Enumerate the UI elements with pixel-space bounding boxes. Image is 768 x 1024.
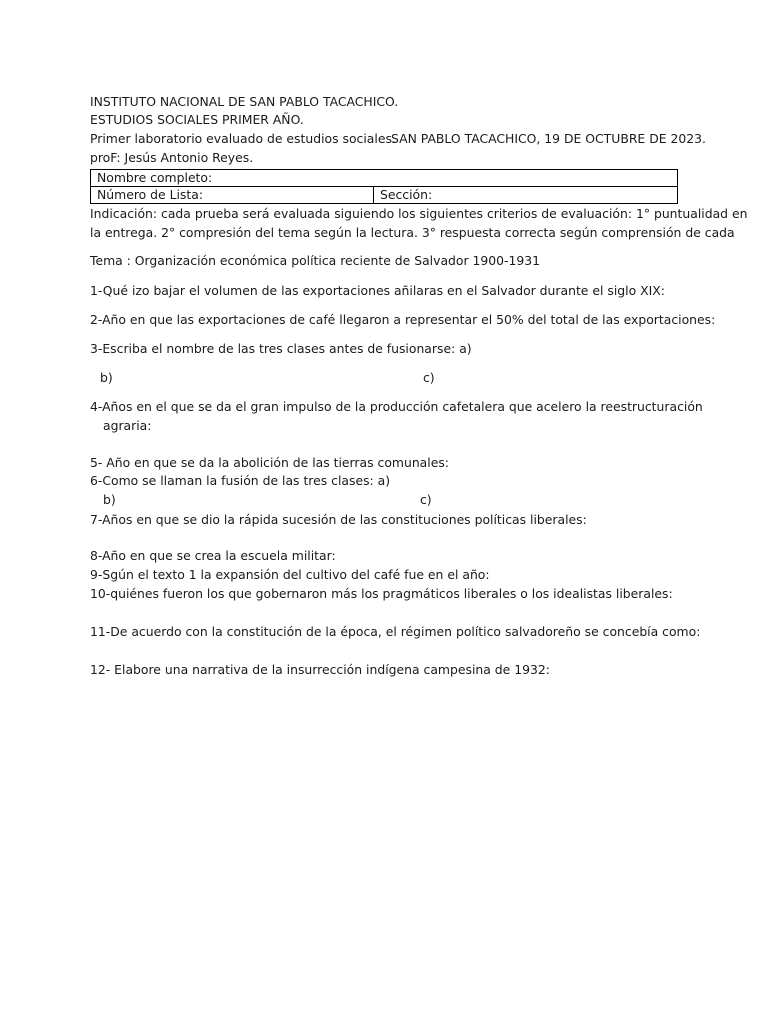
question-3-option-b: b) [100, 370, 113, 385]
question-4-line-2: agraria: [103, 418, 152, 433]
table-row [91, 170, 678, 187]
section-field[interactable]: Sección: [374, 187, 678, 204]
institution-name: INSTITUTO NACIONAL DE SAN PABLO TACACHICO. [90, 94, 399, 109]
topic: Tema : Organización económica política reciente de Salvador 1900-1931 [90, 253, 541, 268]
full-name-field[interactable]: Nombre completo: [91, 170, 678, 187]
course-name: ESTUDIOS SOCIALES PRIMER AÑO. [90, 112, 304, 127]
question-12: 12- Elabore una narrativa de la insurrección indígena campesina de 1932: [90, 662, 550, 677]
question-2: 2-Año en que las exportaciones de café llegaron a representar el 50% del total de las exportaciones: [90, 312, 716, 327]
question-1: 1-Qué izo bajar el volumen de las exportaciones añilaras en el Salvador durante el siglo XIX: [90, 283, 665, 298]
list-number-field[interactable]: Número de Lista: [91, 187, 374, 204]
question-7: 7-Años en que se dio la rápida sucesión de las constituciones políticas liberales: [90, 512, 587, 527]
question-8: 8-Año en que se crea la escuela militar: [90, 548, 336, 563]
instructions-line-2: la entrega. 2° compresión del tema según la lectura. 3° respuesta correcta según comprensión de cada [90, 225, 735, 240]
question-5: 5- Año en que se da la abolición de las tierras comunales: [90, 455, 449, 470]
table-row [91, 187, 678, 204]
question-11: 11-De acuerdo con la constitución de la época, el régimen político salvadoreño se concebía como: [90, 624, 701, 639]
question-6: 6-Como se llaman la fusión de las tres clases: a) [90, 473, 391, 488]
student-info-table [90, 169, 678, 204]
question-6-option-b: b) [103, 492, 116, 507]
question-4-line-1: 4-Años en el que se da el gran impulso de la producción cafetalera que acelero la reestructuración [90, 399, 703, 414]
question-3: 3-Escriba el nombre de las tres clases antes de fusionarse: a) [90, 341, 472, 356]
teacher-name: proF: Jesús Antonio Reyes. [90, 150, 254, 165]
question-10: 10-quiénes fueron los que gobernaron más los pragmáticos liberales o los idealistas liberales: [90, 586, 673, 601]
question-3-option-c: c) [423, 370, 435, 385]
instructions-line-1: Indicación: cada prueba será evaluada siguiendo los siguientes criterios de evaluación: 1° puntualidad en [90, 206, 748, 221]
lab-title: Primer laboratorio evaluado de estudios sociales. [90, 131, 396, 146]
question-6-option-c: c) [420, 492, 432, 507]
place-date: SAN PABLO TACACHICO, 19 DE OCTUBRE DE 2023. [391, 131, 706, 146]
question-9: 9-Sgún el texto 1 la expansión del cultivo del café fue en el año: [90, 567, 490, 582]
